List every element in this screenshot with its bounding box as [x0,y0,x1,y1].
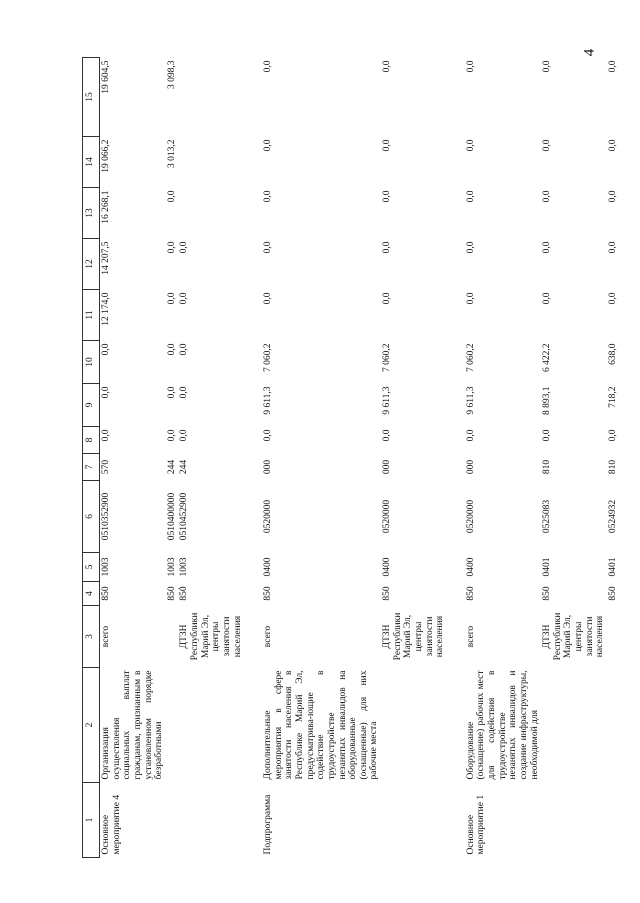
table-cell: 12 174,0 [101,292,111,326]
table-cell: 0520000 [382,499,392,534]
spacer-cell [244,58,262,858]
table-cell: 0,0 [263,429,274,442]
table-cell: 7 060,2 [382,343,392,372]
table-cell: 0,0 [382,60,392,73]
budget-table [82,57,620,858]
table-cell: 0,0 [607,190,618,203]
table-cell: 0,0 [179,386,190,399]
table-cell: 0,0 [607,292,618,305]
table-cell: 0,0 [465,190,476,203]
table-cell: 0,0 [382,292,392,305]
table-cell: 19 066,2 [101,139,111,173]
table-cell: 0,0 [166,386,177,399]
table-cell: 0401 [542,557,553,577]
table-cell: 0,0 [179,343,190,356]
table-cell: 0,0 [263,139,274,152]
table-cell: 0,0 [179,429,190,442]
table-cell: 0,0 [101,343,111,356]
table-row [607,58,620,858]
table-cell: 850 [465,586,476,601]
table-cell [607,668,620,783]
table-cell [178,783,244,858]
table-cell: 3 013,2 [166,139,177,168]
table-row [381,58,447,858]
table-cell: Дополнительные мероприятия в сфере занятости населения в Республике Марий Эл, предусматрива-ющие содействие в трудоустройстве незанятых инвалидов на оборудованные (оснащенные) для них рабочие места [263,670,380,780]
table-cell: 0,0 [263,241,274,254]
table-cell: 0401 [607,557,618,577]
col-header: 5 [83,553,100,582]
table-cell: 0400 [382,557,392,577]
table-cell: Основное мероприятие 1 [465,794,487,855]
table-cell [607,606,620,668]
table-cell: Подпрограмма [263,794,274,855]
table-cell: 0510352900 [101,492,111,541]
table-cell: 000 [263,459,274,475]
table-cell: 0520000 [465,499,476,534]
table-cell: 0,0 [465,60,476,73]
table-cell: 0,0 [542,60,553,73]
table-cell: 0520000 [263,499,274,534]
table-cell: 9 611,3 [382,386,392,415]
table-cell: 0525083 [542,499,553,534]
table-row [166,58,179,858]
col-header: 9 [83,384,100,427]
table-cell: 850 [101,586,111,601]
rotated-table-container [82,58,627,858]
table-cell: 0,0 [382,429,392,442]
table-cell [541,668,607,783]
table-cell: 0,0 [465,429,476,442]
table-cell: 0,0 [179,241,190,254]
table-cell: 718,2 [607,386,618,408]
table-cell: 810 [607,459,618,475]
spacer-cell [447,58,465,858]
table-cell: 0,0 [465,241,476,254]
table-cell: 6 422,2 [542,343,553,372]
row-spacer [244,58,262,858]
table-cell: Оборудование (оснащение) рабочих мест для содействия в трудоустройстве незанятых инвалидов и создание инфраструктуры, необходимой для [465,670,540,780]
table-cell: 244 [179,459,190,475]
table-cell: 0,0 [263,60,274,73]
table-cell: 1003 [179,557,190,577]
col-header: 10 [83,341,100,384]
table-body [100,58,620,858]
table-cell: 9 611,3 [263,386,274,415]
table-cell: 3 098,3 [166,60,177,89]
table-cell: 000 [465,459,476,475]
table-cell [178,58,244,137]
table-cell [166,783,179,858]
table-cell: 810 [542,459,553,475]
table-cell [178,137,244,188]
table-cell: 850 [263,586,274,601]
table-cell: всего [263,625,274,648]
table-cell: 0,0 [382,139,392,152]
table-cell: Организация осуществления социальных выплат гражданам, признанным в установленном порядке безработными [101,670,165,780]
table-cell: 0,0 [465,139,476,152]
table-cell: 0,0 [542,292,553,305]
table-cell: 0400 [465,557,476,577]
table-cell: 0,0 [101,386,111,399]
table-cell: 8 893,1 [542,386,553,415]
table-row [100,58,166,858]
col-header: 3 [83,606,100,668]
table-cell: 000 [382,459,392,475]
table-cell: 14 207,5 [101,241,111,275]
col-header: 14 [83,137,100,188]
table-cell: 850 [382,586,392,601]
table-cell: ДТЗН Республики Марий Эл, центры занятости населения [179,612,243,661]
table-cell [381,668,447,783]
table-cell: 0,0 [382,190,392,203]
table-cell: 570 [101,459,111,475]
table-cell: 0,0 [101,429,111,442]
table-cell: 0510400000 [166,492,177,541]
table-cell: 0,0 [166,292,177,305]
table-cell: 0,0 [166,190,177,203]
table-cell [607,783,620,858]
row-spacer [447,58,465,858]
table-cell: 0,0 [607,429,618,442]
table-cell: 7 060,2 [263,343,274,372]
table-cell: Основное мероприятие 4 [101,794,122,855]
col-header: 8 [83,427,100,454]
table-cell [166,606,179,668]
table-cell: 16 268,1 [101,190,111,224]
col-header: 7 [83,454,100,481]
col-header: 4 [83,582,100,606]
scan-speck: . [178,582,180,591]
table-cell: ДТЗН Республики Марий Эл, центры занятости населения [542,612,606,661]
table-cell: 0,0 [263,190,274,203]
table-cell: 0,0 [542,190,553,203]
table-cell: 0,0 [542,139,553,152]
table-cell: 0524932 [607,499,618,534]
table-cell: 0,0 [607,241,618,254]
table-cell: 0400 [263,557,274,577]
table-row [178,58,244,858]
col-header: 15 [83,58,100,137]
col-header: 6 [83,481,100,553]
table-cell: 0,0 [382,241,392,254]
col-header: 13 [83,188,100,239]
table-cell: 850 [166,586,177,601]
table-cell: 0,0 [607,60,618,73]
page-number: 4 [581,48,598,57]
table-cell: ДТЗН Республики Марий Эл, центры занятости населения [382,612,446,661]
table-cell: 9 611,3 [465,386,476,415]
table-row [541,58,607,858]
table-cell: 0,0 [607,139,618,152]
header-row [83,58,100,858]
table-cell: 0,0 [542,429,553,442]
table-cell: 638,0 [607,343,618,365]
table-cell [166,668,179,783]
table-cell: 0,0 [179,292,190,305]
table-cell: 1003 [166,557,177,577]
table-cell: 244 [166,459,177,475]
col-header: 12 [83,239,100,290]
col-header: 2 [83,668,100,783]
table-cell: всего [465,625,476,648]
table-cell: 0,0 [166,429,177,442]
table-cell: 7 060,2 [465,343,476,372]
table-cell [178,188,244,239]
col-header: 1 [83,783,100,858]
table-cell: 0,0 [542,241,553,254]
table-cell: 19 604,5 [101,60,111,94]
table-cell: 1003 [101,557,111,577]
table-cell [381,783,447,858]
table-cell: 0,0 [465,292,476,305]
table-cell: 850 [607,586,618,601]
table-cell: 0,0 [166,343,177,356]
table-row [262,58,381,858]
table-cell [541,783,607,858]
table-cell: 0510452900 [179,492,190,541]
table-cell: 0,0 [263,292,274,305]
table-cell: всего [101,625,111,648]
table-cell: 850 [179,586,190,601]
table-cell [178,668,244,783]
table-cell: 850 [542,586,553,601]
table-cell: 0,0 [166,241,177,254]
col-header: 11 [83,290,100,341]
table-row [465,58,541,858]
